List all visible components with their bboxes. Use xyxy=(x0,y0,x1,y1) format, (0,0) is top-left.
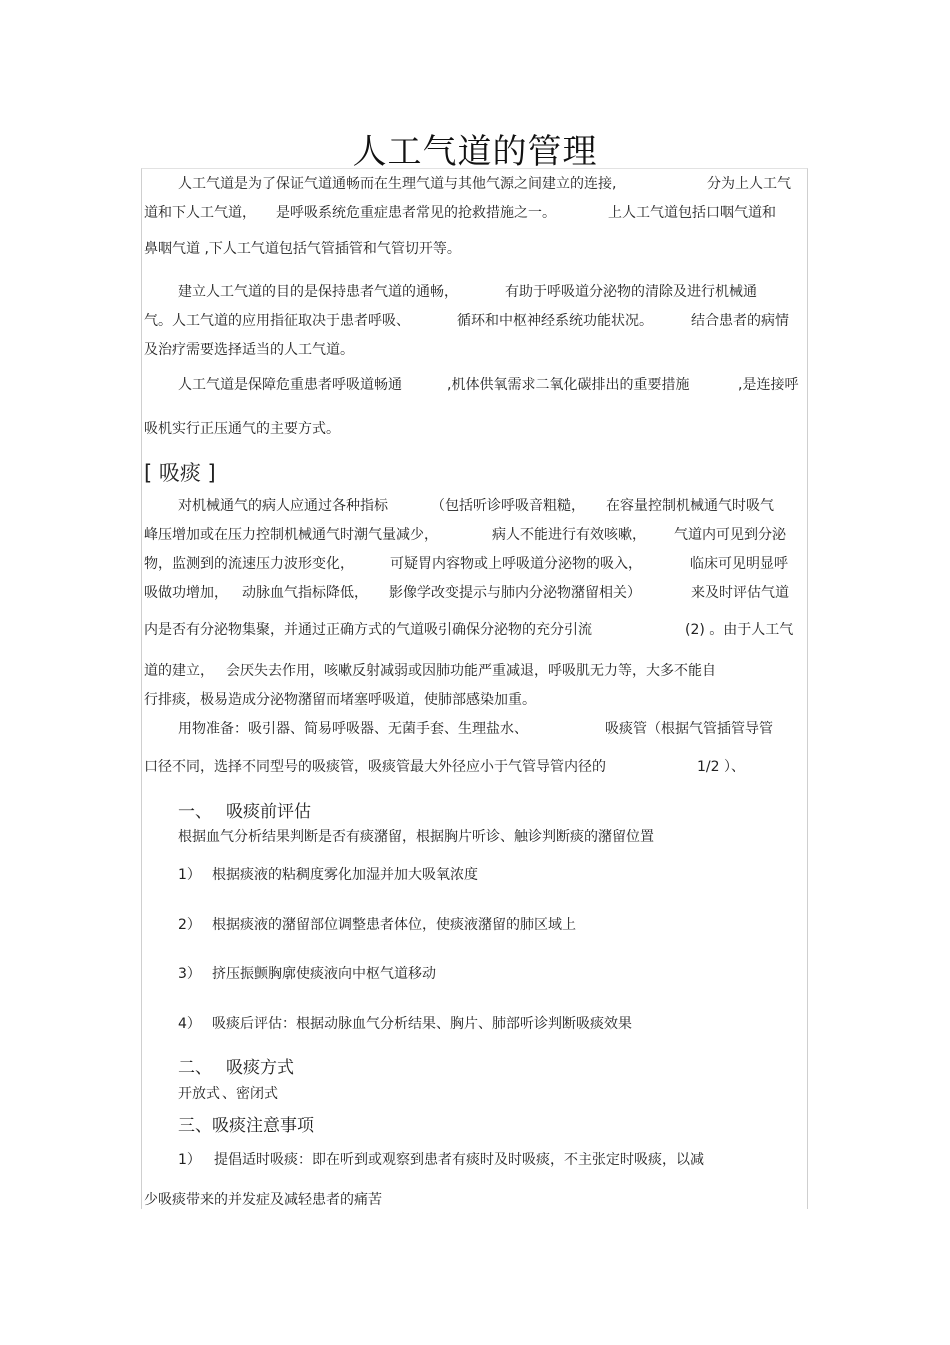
section1-desc: 根据血气分析结果判断是否有痰潴留，根据胸片听诊、触诊判断痰的潴留位置 xyxy=(178,829,654,845)
intro-line-1b: 分为上人工气 xyxy=(707,176,791,192)
supplies-line-2b: 1/2 ）、 xyxy=(697,759,745,775)
sputum-line-2c: 气道内可见到分泌 xyxy=(674,527,786,543)
sputum-line-4d: 来及时评估气道 xyxy=(691,585,789,601)
importance-line-1a: 人工气道是保障危重患者呼吸道畅通 xyxy=(178,377,402,393)
section3-item1-cont: 少吸痰带来的并发症及减轻患者的痛苦 xyxy=(144,1192,382,1208)
section1-item2-text: 根据痰液的潴留部位调整患者体位，使痰液潴留的肺区域上 xyxy=(212,917,576,933)
sputum-line-6b: 会厌失去作用，咳嗽反射减弱或因肺功能严重减退，呼吸肌无力等，大多不能自 xyxy=(226,663,716,679)
section2-number: 二、 xyxy=(178,1058,212,1078)
intro-line-2b: 是呼吸系统危重症患者常见的抢救措施之一。 xyxy=(276,205,556,221)
section3-title: 三、吸痰注意事项 xyxy=(178,1116,314,1136)
sputum-line-1c: 在容量控制机械通气时吸气 xyxy=(606,498,774,514)
page-title: 人工气道的管理 xyxy=(352,132,598,172)
purpose-line-1a: 建立人工气道的目的是保持患者气道的通畅， xyxy=(178,284,458,300)
section1-item4-text: 吸痰后评估：根据动脉血气分析结果、胸片、肺部听诊判断吸痰效果 xyxy=(212,1016,632,1032)
importance-line-2: 吸机实行正压通气的主要方式。 xyxy=(144,421,340,437)
section1-title: 吸痰前评估 xyxy=(226,802,311,822)
sputum-line-1b: （包括听诊呼吸音粗糙， xyxy=(431,498,585,514)
intro-line-3: 鼻咽气道 ,下人工气道包括气管插管和气管切开等。 xyxy=(144,241,461,257)
sputum-line-3b: 可疑胃内容物或上呼吸道分泌物的吸入， xyxy=(390,556,642,572)
section3-item1-text: 提倡适时吸痰：即在听到或观察到患者有痰时及时吸痰，不主张定时吸痰，以减 xyxy=(214,1152,704,1168)
purpose-line-2c: 结合患者的病情 xyxy=(691,313,789,329)
sputum-line-2a: 峰压增加或在压力控制机械通气时潮气量减少， xyxy=(144,527,438,543)
sputum-line-4b: 动脉血气指标降低， xyxy=(242,585,368,601)
section2-desc-b: 、密闭式 xyxy=(222,1086,278,1102)
purpose-line-2a: 气。人工气道的应用指征取决于患者呼吸、 xyxy=(144,313,410,329)
sputum-line-4a: 吸做功增加， xyxy=(144,585,228,601)
importance-line-1b: ,机体供氧需求二氧化碳排出的重要措施 xyxy=(447,377,690,393)
sputum-line-2b: 病人不能进行有效咳嗽， xyxy=(492,527,646,543)
section1-item1-text: 根据痰液的粘稠度雾化加湿并加大吸氧浓度 xyxy=(212,867,478,883)
section1-item1-num: 1） xyxy=(178,867,201,883)
section2-desc-a: 开放式 xyxy=(178,1086,220,1102)
purpose-line-1b: 有助于呼吸道分泌物的清除及进行机械通 xyxy=(505,284,757,300)
sputum-line-1a: 对机械通气的病人应通过各种指标 xyxy=(178,498,388,514)
section1-number: 一、 xyxy=(178,802,212,822)
supplies-line-2a: 口径不同，选择不同型号的吸痰管，吸痰管最大外径应小于气管导管内径的 xyxy=(144,759,606,775)
section1-item3-num: 3） xyxy=(178,966,201,982)
sputum-heading: [ 吸痰 ] xyxy=(144,461,216,485)
supplies-line-1b: 吸痰管（根据气管插管导管 xyxy=(605,721,773,737)
section1-item3-text: 挤压振颤胸廓使痰液向中枢气道移动 xyxy=(212,966,436,982)
section3-item1-num: 1） xyxy=(178,1152,201,1168)
purpose-line-3: 及治疗需要选择适当的人工气道。 xyxy=(144,342,354,358)
importance-line-1c: ,是连接呼 xyxy=(738,377,799,393)
sputum-line-5a: 内是否有分泌物集聚，并通过正确方式的气道吸引确保分泌物的充分引流 xyxy=(144,622,592,638)
section1-item4-num: 4） xyxy=(178,1016,201,1032)
supplies-line-1a: 用物准备：吸引器、简易呼吸器、无菌手套、生理盐水、 xyxy=(178,721,528,737)
sputum-line-5b: (2) 。由于人工气 xyxy=(685,622,794,638)
sputum-line-6a: 道的建立， xyxy=(144,663,214,679)
intro-line-1a: 人工气道是为了保证气道通畅而在生理气道与其他气源之间建立的连接, xyxy=(178,176,617,192)
intro-line-2a: 道和下人工气道， xyxy=(144,205,256,221)
intro-line-2c: 上人工气道包括口咽气道和 xyxy=(608,205,776,221)
section2-title: 吸痰方式 xyxy=(226,1058,294,1078)
section1-item2-num: 2） xyxy=(178,917,201,933)
sputum-line-4c: 影像学改变提示与肺内分泌物潴留相关） xyxy=(389,585,641,601)
sputum-line-3a: 物，监测到的流速压力波形变化， xyxy=(144,556,354,572)
sputum-line-3c: 临床可见明显呼 xyxy=(690,556,788,572)
purpose-line-2b: 循环和中枢神经系统功能状况。 xyxy=(457,313,653,329)
sputum-line-7: 行排痰，极易造成分泌物潴留而堵塞呼吸道，使肺部感染加重。 xyxy=(144,692,536,708)
